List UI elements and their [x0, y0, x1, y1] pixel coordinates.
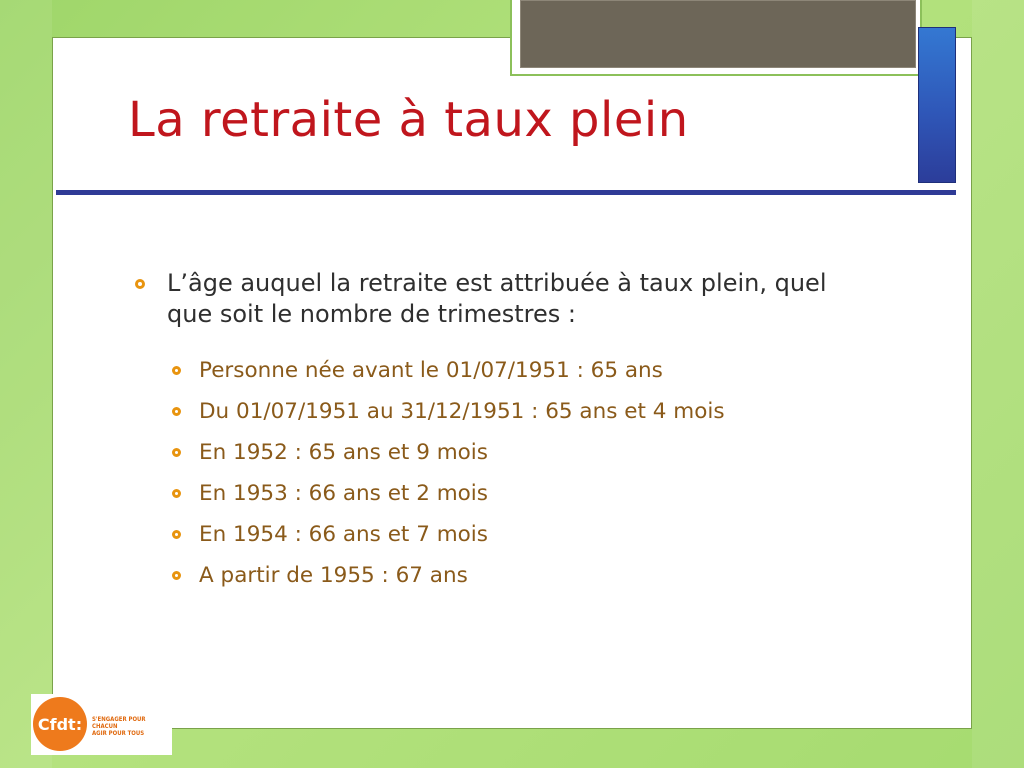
list-item	[172, 432, 725, 473]
main-bullet	[135, 268, 855, 330]
sub-bullet-text: Personne née avant le 01/07/1951 : 65 ans	[199, 358, 663, 383]
sub-bullet-text: A partir de 1955 : 67 ans	[199, 563, 468, 588]
sub-bullet-text: En 1952 : 65 ans et 9 mois	[199, 440, 488, 465]
logo-tagline-line2: AGIR POUR TOUS	[92, 730, 145, 737]
bullet-circle-icon	[172, 407, 181, 416]
bullet-circle-icon	[172, 530, 181, 539]
bullet-circle-icon	[135, 279, 145, 289]
list-item	[172, 514, 725, 555]
logo-tagline-line1: S'ENGAGER POUR CHACUN	[92, 716, 146, 730]
main-bullet-text: L’âge auquel la retraite est attribuée à taux plein, quel que soit le nombre de trimestres :	[167, 269, 827, 328]
bullet-circle-icon	[172, 571, 181, 580]
logo-mark: Cfdt:	[33, 697, 87, 751]
bullet-circle-icon	[172, 489, 181, 498]
list-item	[172, 473, 725, 514]
slide-title: La retraite à taux plein	[128, 92, 689, 148]
sub-bullet-text: En 1953 : 66 ans et 2 mois	[199, 481, 488, 506]
list-item	[172, 555, 725, 596]
sub-bullet-text: Du 01/07/1951 au 31/12/1951 : 65 ans et 4 mois	[199, 399, 725, 424]
logo-tagline	[92, 716, 172, 737]
bullet-circle-icon	[172, 366, 181, 375]
sub-bullet-text: En 1954 : 66 ans et 7 mois	[199, 522, 488, 547]
cfdt-logo	[31, 694, 172, 755]
sub-bullet-list	[172, 350, 725, 596]
list-item	[172, 391, 725, 432]
bullet-circle-icon	[172, 448, 181, 457]
list-item	[172, 350, 725, 391]
